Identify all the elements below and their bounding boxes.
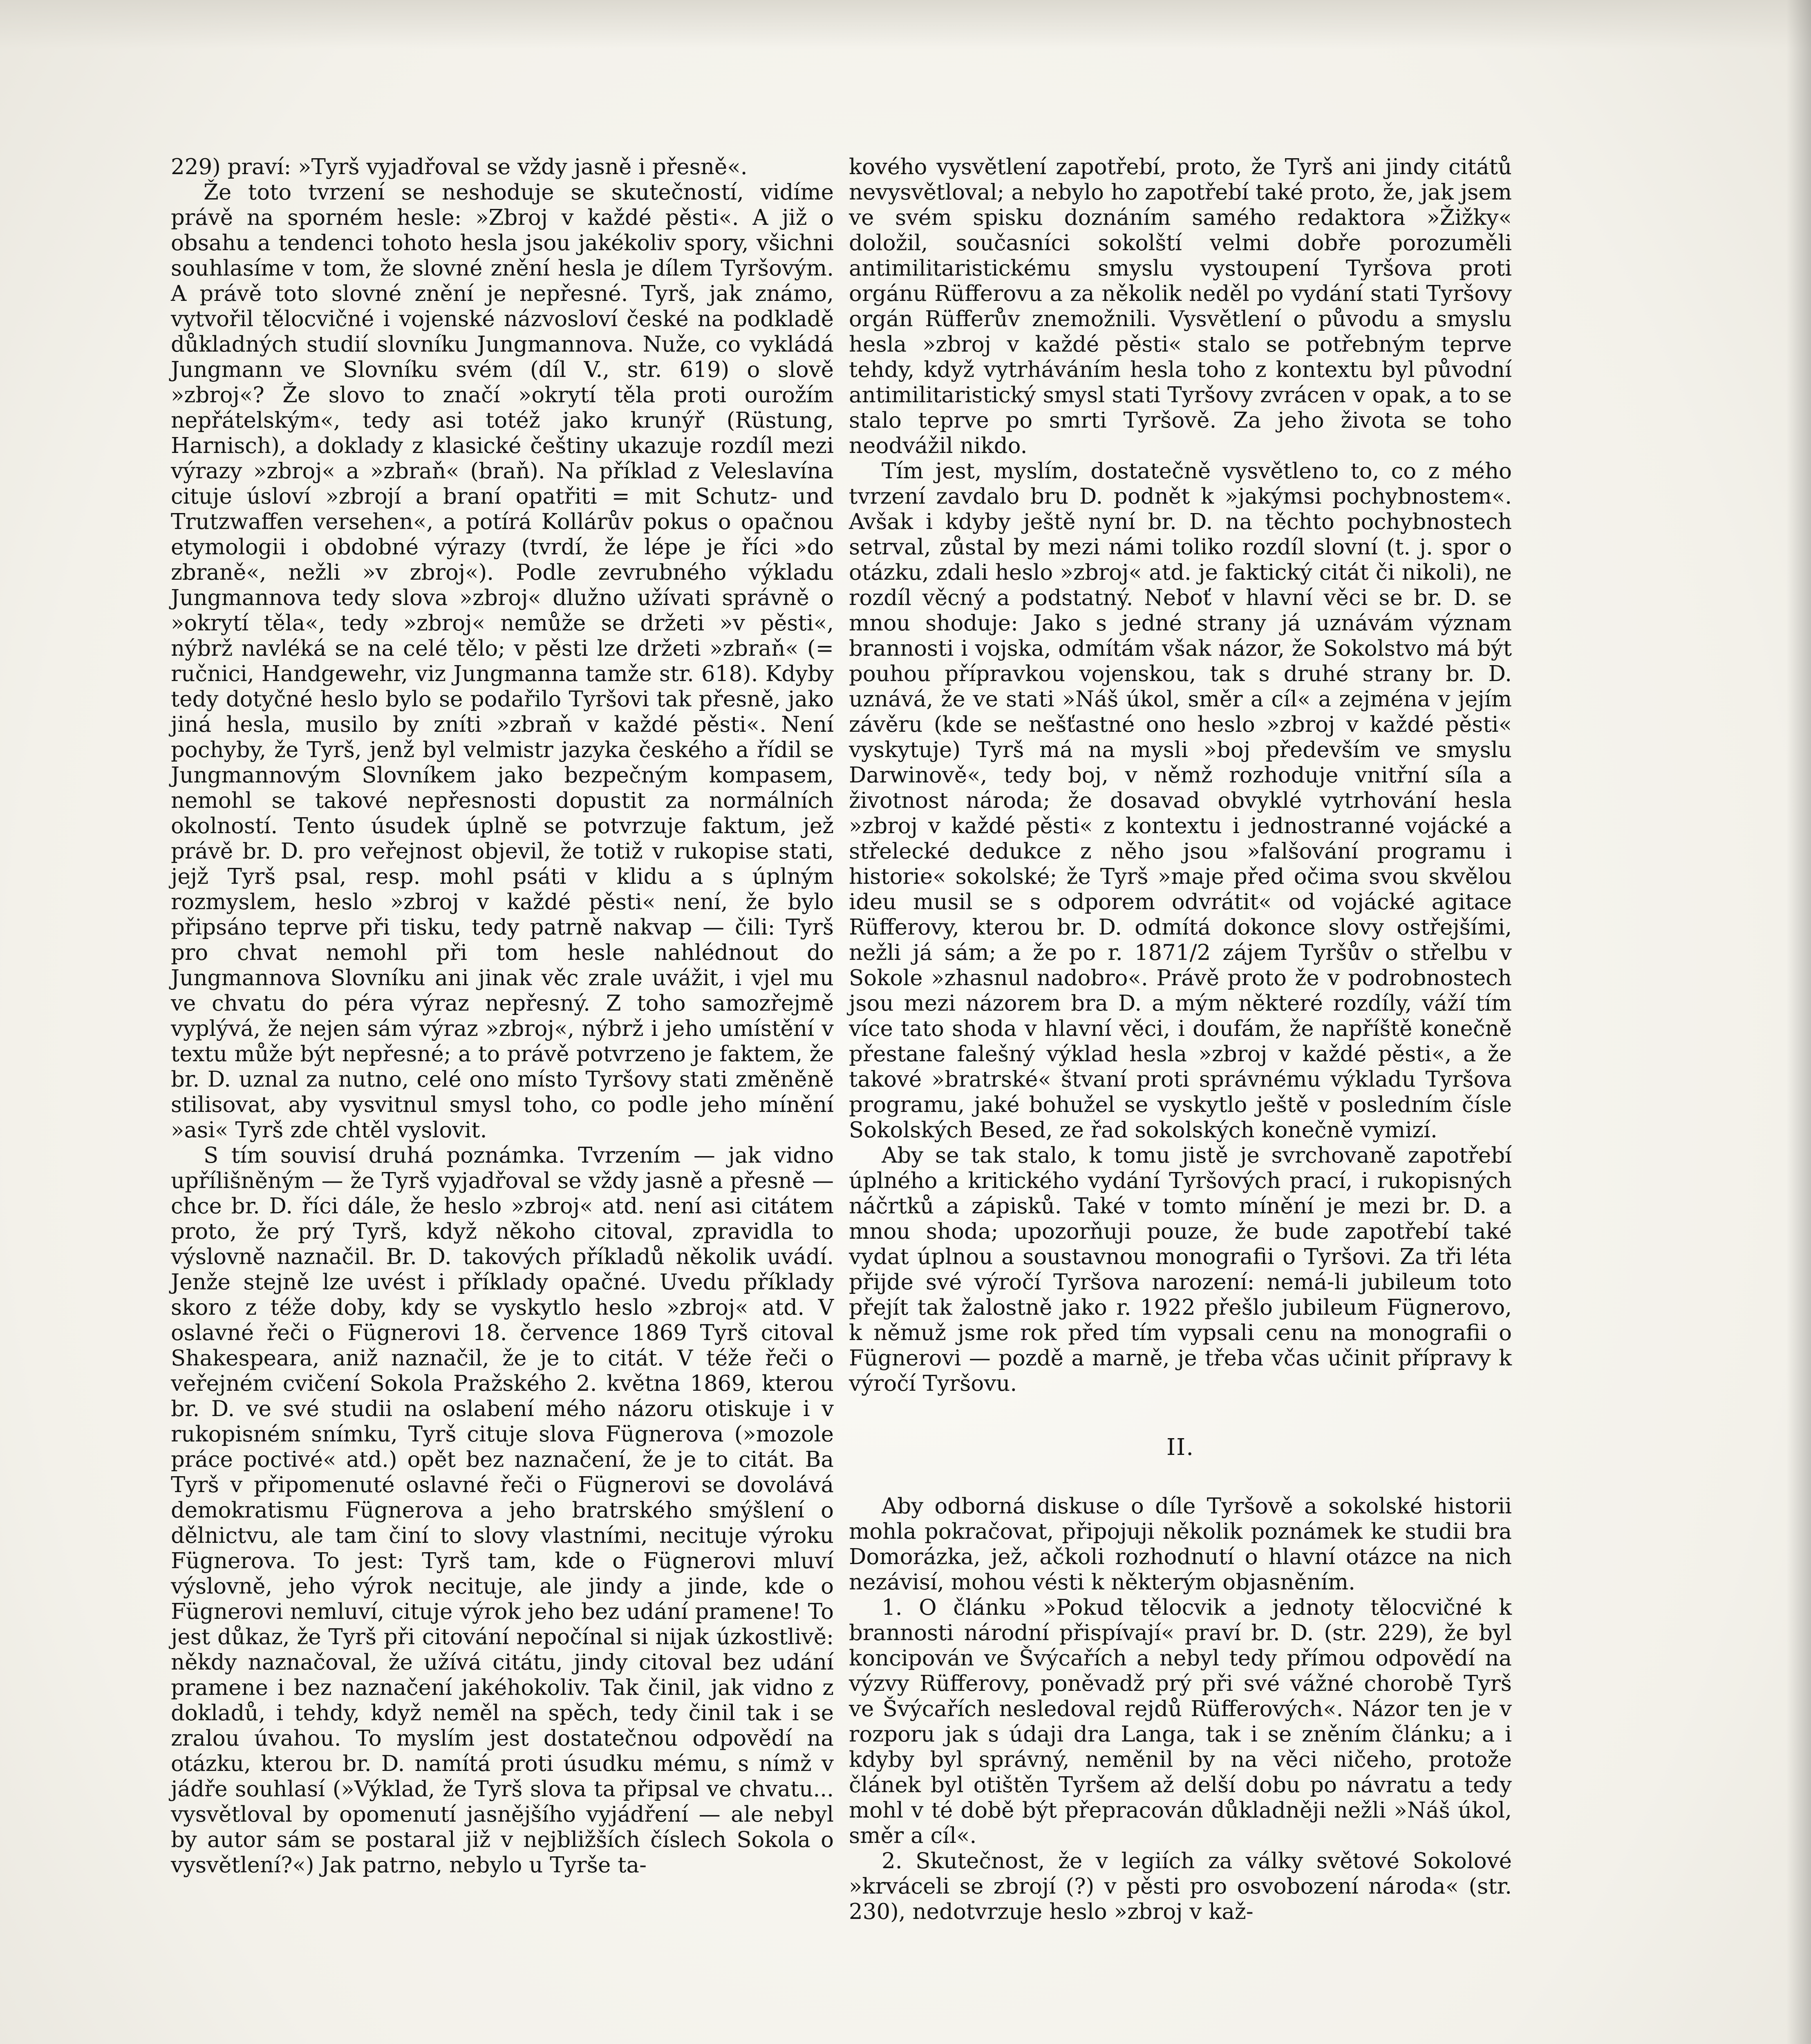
scan-edge-top — [0, 0, 1811, 49]
paragraph: 1. O článku »Pokud tělocvik a jednoty tělocvičné k brannosti národní přispívají« praví br. D. (str. 229), že byl koncipován ve Švýcařích a nebyl tedy přímou odpovědí na výzvy Rüfferovy, poněvadž prý při své vážné chorobě Tyrš ve Švýcařích nesledoval rejdů Rüfferových«. Názor ten je v rozporu jak s údaji dra Langa, tak i se zněním článku; a i kdyby byl správný, neměnil by na věci ničeho, protože článek byl otištěn Tyršem až delší dobu po návratu a tedy mohl v té době být přepracován důkladněji nežli »Náš úkol, směr a cíl«. — [849, 1595, 1512, 1848]
paragraph: kového vysvětlení zapotřebí, proto, že Tyrš ani jindy citátů nevysvětloval; a nebylo ho zapotřebí také proto, že, jak jsem ve svém spisku doznáním samého redaktora »Žižky« doložil, současníci sokolští velmi dobře porozuměli antimilitaristickému smyslu vystoupení Tyršova proti orgánu Rüfferovu a za několik neděl po vydání stati Tyršovy orgán Rüfferův znemožnili. Vysvětlení o původu a smyslu hesla »zbroj v každé pěsti« stalo se potřebným teprve tehdy, když vytrháváním hesla toho z kontextu byl původní antimilitaristický smysl stati Tyršovy zvrácen v opak, a to se stalo teprve po smrti Tyršově. Za jeho života se toho neodvážil nikdo. — [849, 155, 1512, 458]
paragraph: S tím souvisí druhá poznámka. Tvrzením — jak vidno upřílišněným — že Tyrš vyjadřoval se vždy jasně a přesně — chce br. D. říci dále, že heslo »zbroj« atd. není asi citátem proto, že prý Tyrš, když někoho citoval, zpravidla to výslovně naznačil. Br. D. takových příkladů několik uvádí. Jenže stejně lze uvést i příklady opačné. Uvedu příklady skoro z téže doby, kdy se vyskytlo heslo »zbroj« atd. V oslavné řeči o Fügnerovi 18. července 1869 Tyrš citoval Shakespeara, aniž naznačil, že je to citát. V téže řeči o veřejném cvičení Sokola Pražského 2. května 1869, kterou br. D. ve své studii na oslabení mého názoru otiskuje i v rukopisném snímku, Tyrš cituje slova Fügnerova (»mozole práce poctivé« atd.) opět bez naznačení, že je to citát. Ba Tyrš v připomenuté oslavné řeči o Fügnerovi se dovolává demokratismu Fügnerova a jeho bratrského smýšlení o dělnictvu, ale tam činí to slovy vlastními, necituje výroku Fügnerova. To jest: Tyrš tam, kde o Fügnerovi mluví výslovně, jeho výrok necituje, ale jindy a jinde, kde o Fügnerovi nemluví, cituje výrok jeho bez udání pramene! To jest důkaz, že Tyrš při citování nepočínal si nijak úzkostlivě: někdy naznačoval, že užívá citátu, jindy citoval bez udání pramene i bez naznačení jakéhokoliv. Tak činil, jak vidno z dokladů, i tehdy, když neměl na spěch, tedy činil tak i se zralou úvahou. To myslím jest dostatečnou odpovědí na otázku, kterou br. D. namítá proti úsudku mému, s nímž v jádře souhlasí (»Výklad, že Tyrš slova ta připsal ve chvatu... vysvětloval by opomenutí jasnějšího vyjádření — ale nebyl by autor sám se postaral již v nejbližších číslech Sokola o vysvětlení?«) Jak patrno, nebylo u Tyrše ta- — [171, 1143, 834, 1878]
paragraph: Že toto tvrzení se neshoduje se skutečností, vidíme právě na sporném hesle: »Zbroj v každé pěsti«. A již o obsahu a tendenci tohoto hesla jsou jakékoliv spory, všichni souhlasíme v tom, že slovné znění hesla je dílem Tyršovým. A právě toto slovné znění je nepřesné. Tyrš, jak známo, vytvořil tělocvičné i vojenské názvosloví české na podkladě důkladných studií slovníku Jungmannova. Nuže, co vykládá Jungmann ve Slovníku svém (díl V., str. 619) o slově »zbroj«? Že slovo to značí »okrytí těla proti ourožím nepřátelským«, tedy asi totéž jako krunýř (Rüstung, Harnisch), a doklady z klasické češtiny ukazuje rozdíl mezi výrazy »zbroj« a »zbraň« (braň). Na příklad z Veleslavína cituje úsloví »zbrojí a braní opatřiti = mit Schutz- und Trutzwaffen versehen«, a potírá Kollárův pokus o opačnou etymologii i obdobné výrazy (tvrdí, že lépe je říci »do zbraně«, nežli »v zbroj«). Podle zevrubného výkladu Jungmannova tedy slova »zbroj« dlužno užívati správně o »okrytí těla«, tedy »zbroj« nemůže se držeti »v pěsti«, nýbrž navléká se na celé tělo; v pěsti lze držeti »zbraň« (= ručnici, Handgewehr, viz Jungmanna tamže str. 618). Kdyby tedy dotyčné heslo bylo se podařilo Tyršovi tak přesně, jako jiná hesla, musilo by zníti »zbraň v každé pěsti«. Není pochyby, že Tyrš, jenž byl velmistr jazyka českého a řídil se Jungmannovým Slovníkem jako bezpečným kompasem, nemohl se takové nepřesnosti dopustit za normálních okolností. Tento úsudek úplně se potvrzuje faktum, jež právě br. D. pro veřejnost objevil, že totiž v rukopise stati, jejž Tyrš psal, resp. mohl psáti v klidu a s úplným rozmyslem, heslo »zbroj v každé pěsti« není, že bylo připsáno teprve při tisku, tedy patrně nakvap — čili: Tyrš pro chvat nemohl při tom hesle nahlédnout do Jungmannova Slovníku ani jinak věc zrale uvážit, i vjel mu ve chvatu do péra výraz nepřesný. Z toho samozřejmě vyplývá, že nejen sám výraz »zbroj«, nýbrž i jeho umístění v textu může být nepřesné; a to právě potvrzeno je faktem, že br. D. uznal za nutno, celé ono místo Tyršovy stati změněně stilisovat, aby vysvitnul smysl toho, co podle jeho mínění »asi« Tyrš zde chtěl vyslovit. — [171, 180, 834, 1143]
right-column — [849, 155, 1512, 1925]
scan-edge-right — [1786, 0, 1811, 2044]
paragraph: Aby odborná diskuse o díle Tyršově a sokolské historii mohla pokračovat, připojuji několik poznámek ke studii bra Domorázka, jež, ačkoli rozhodnutí o hlavní otázce na nich nezávisí, mohou vésti k některým objasněním. — [849, 1494, 1512, 1595]
paragraph: Aby se tak stalo, k tomu jistě je svrchovaně zapotřebí úplného a kritického vydání Tyršových prací, i rukopisných náčrtků a zápisků. Také v tomto mínění je mezi br. D. a mnou shoda; upozorňuji pouze, že bude zapotřebí také vydat úplnou a soustavnou monografii o Tyršovi. Za tři léta přijde své výročí Tyršova narození: nemá-li jubileum toto přejít tak žalostně jako r. 1922 přešlo jubileum Fügnerovo, k němuž jsme rok před tím vypsali cenu na monografii o Fügnerovi — pozdě a marně, je třeba včas učinit přípravy k výročí Tyršovu. — [849, 1143, 1512, 1396]
left-column — [171, 155, 834, 1878]
paragraph: 229) praví: »Tyrš vyjadřoval se vždy jasně i přesně«. — [171, 155, 748, 179]
paragraph: Tím jest, myslím, dostatečně vysvětleno to, co z mého tvrzení zavdalo bru D. podnět k »jakýmsi pochybnostem«. Avšak i kdyby ještě nyní br. D. na těchto pochybnostech setrval, zůstal by mezi námi toliko rozdíl slovní (t. j. spor o otázku, zdali heslo »zbroj« atd. je faktický citát či nikoli), ne rozdíl věcný a podstatný. Neboť v hlavní věci se br. D. se mnou shoduje: Jako s jedné strany já uznávám význam brannosti i vojska, odmítám však názor, že Sokolstvo má být pouhou přípravkou vojenskou, tak s druhé strany br. D. uznává, že ve stati »Náš úkol, směr a cíl« a zejména v jejím závěru (kde se nešťastné ono heslo »zbroj v každé pěsti« vyskytuje) Tyrš má na mysli »boj především ve smyslu Darwinově«, tedy boj, v němž rozhoduje vnitřní síla a životnost národa; že dosavad obvyklé vytrhování hesla »zbroj v každé pěsti« z kontextu i jednostranné vojácké a střelecké dedukce z něho jsou »falšování programu i historie« sokolské; že Tyrš »maje před očima svou skvělou ideu musil se s odporem odvrátit« od vojácké agitace Rüfferovy, kterou br. D. odmítá dokonce slovy ostřejšími, nežli já sám; a že po r. 1871/2 zájem Tyršův o střelbu v Sokole »zhasnul nadobro«. Právě proto že v podrobnostech jsou mezi názorem bra D. a mým některé rozdíly, váží tím více tato shoda v hlavní věci, i doufám, že napříště konečně přestane falešný výklad hesla »zbroj v každé pěsti«, a že takové »bratrské« štvaní proti správnému výkladu Tyršova programu, jaké bohužel se vyskytlo ještě v posledním čísle Sokolských Besed, ze řad sokolských konečně vymizí. — [849, 459, 1512, 1143]
paragraph: 2. Skutečnost, že v legiích za války světové Sokolové »krváceli se zbrojí (?) v pěsti pro osvobození národa« (str. 230), nedotvrzuje heslo »zbroj v kaž- — [849, 1849, 1512, 1924]
section-heading: II. — [1166, 1434, 1195, 1461]
